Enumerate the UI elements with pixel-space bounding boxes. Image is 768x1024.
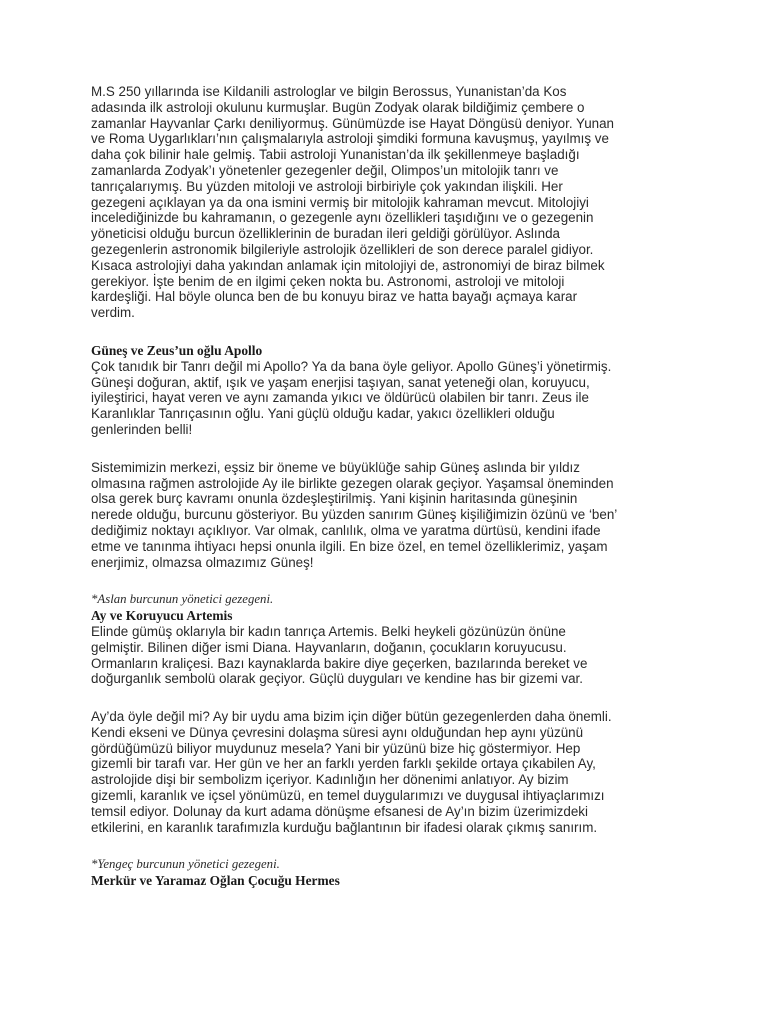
intro-paragraph: M.S 250 yıllarında ise Kildanili astrologlar ve bilgin Berossus, Yunanistan’da Kos adasında ilk astroloji okulunu kurmuşlar. Bugün Zodyak olarak bildiğimiz çembere o zamanlar Hayvanlar Çarkı deniliyormuş. Günümüzde ise Hayat Döngüsü deniyor. Yunan ve Roma Uygarlıkları’nın çalışmalarıyla astroloji şimdiki formuna kavuşmuş, yayılmış ve daha çok bilinir hale gelmiş. Tabii astroloji Yunanistan’da ilk şekillenmeye başladığı zamanlarda Zodyak’ı yönetenler gezegenler değil, Olimpos’un mitolojik tanrı ve tanrıçalarıymış. Bu yüzden mitoloji ve astroloji birbiriyle çok yakından ilişkili. Her gezegeni açıklayan ya da ona ismini vermiş bir mitolojik kahraman mevcut. Mitolojiyi incelediğinizde bu kahramanın, o gezegenle aynı özellikleri taşıdığını ve o gezegenin yöneticisi olduğu burcun özelliklerinin de buradan ileri geldiği görülüyor. Aslında gezegenlerin astronomik bilgileriyle astrolojik özellikleri de son derece paralel gidiyor. Kısaca astrolojiyi daha yakından anlamak için mitolojiyi de, astronomiyi de biraz bilmek gerekiyor. İşte benim de en ilgimi çeken nokta bu. Astronomi, astroloji ve mitoloji kardeşliği. Hal böyle olunca ben de bu konuyu biraz ve hatta bayağı açmaya karar verdim. xyxy=(91,84,615,321)
apollo-paragraph-1: Çok tanıdık bir Tanrı değil mi Apollo? Ya da bana öyle geliyor. Apollo Güneş’i yönetirmiş. Güneşi doğuran, aktif, ışık ve yaşam enerjisi taşıyan, sanat yeteneği olan, koruyucu, iyileştirici, hayat veren ve aynı zamanda yıkıcı ve öldürücü olabilen bir tanrı. Zeus ile Karanlıklar Tanrıçasının oğlu. Yani güçlü olduğu kadar, yakıcı özellikleri olduğu genlerinden belli! xyxy=(91,358,612,437)
section-heading-hermes: Merkür ve Yaramaz Oğlan Çocuğu Hermes xyxy=(91,873,340,889)
spacer xyxy=(91,321,691,343)
document-page xyxy=(91,84,691,889)
apollo-paragraph-2: Sistemimizin merkezi, eşsiz bir öneme ve büyüklüğe sahip Güneş aslında bir yıldız olmasına rağmen astrolojide Ay ile birlikte gezegen olarak geçiyor. Yaşamsal öneminden olsa gerek burç kavramı onunla özdeşleştirilmiş. Yani kişinin haritasında güneşinin nerede olduğu, burcunu gösteriyor. Bu yüzden sanırım Güneş kişiliğimizin özünü ve ‘ben’ dediğimiz noktayı açıklıyor. Var olmak, canlılık, olma ve yaratma dürtüsü, kendini ifade etme ve tanınma ihtiyacı hepsi onunla ilgili. En bize özel, en temel özelliklerimiz, yaşam enerjimiz, olmazsa olmazımız Güneş! xyxy=(91,459,618,570)
spacer xyxy=(91,570,691,592)
section-heading-artemis: Ay ve Koruyucu Artemis xyxy=(91,608,233,624)
artemis-paragraph-2: Ay’da öyle değil mi? Ay bir uydu ama bizim için diğer bütün gezegenlerden daha önemli. Kendi ekseni ve Dünya çevresini dolaşma süresi aynı olduğundan hep aynı yüzünü gördüğümüzü biliyor muydunuz mesela? Yani bir yüzünü bize hiç göstermiyor. Hep gizemli bir tarafı var. Her gün ve her an farklı yerden farklı şekilde ortaya çıkabilen Ay, astrolojide dişi bir sembolizm içeriyor. Kadınlığın her dönenimi anlatıyor. Ay bizim gizemli, karanlık ve içsel yönümüzü, en temel duygularımızı ve duygusal ihtiyaçlarımızı temsil ediyor. Dolunay da kurt adama dönüşme efsanesi de Ay’ın bizim üzerimizdeki etkilerini, en karanlık tarafımızla kurduğu bağlantının bir ifadesi olarak çıkmış sanırım. xyxy=(91,709,612,835)
apollo-note: *Aslan burcunun yönetici gezegeni. xyxy=(91,592,274,607)
spacer xyxy=(91,687,691,709)
artemis-paragraph-1: Elinde gümüş oklarıyla bir kadın tanrıça Artemis. Belki heykeli gözünüzün önüne gelmiştir. Bilinen diğer ismi Diana. Hayvanların, doğanın, çocukların koruyucusu. Ormanların kraliçesi. Bazı kaynaklarda bakire diye geçerken, bazılarında bereket ve doğurganlık sembolü olarak geçiyor. Güçlü duyguları ve kendine has bir gizemi var. xyxy=(91,623,588,687)
artemis-note: *Yengeç burcunun yönetici gezegeni. xyxy=(91,857,280,872)
section-heading-apollo: Güneş ve Zeus’un oğlu Apollo xyxy=(91,342,263,358)
spacer xyxy=(91,835,691,857)
spacer xyxy=(91,438,691,460)
